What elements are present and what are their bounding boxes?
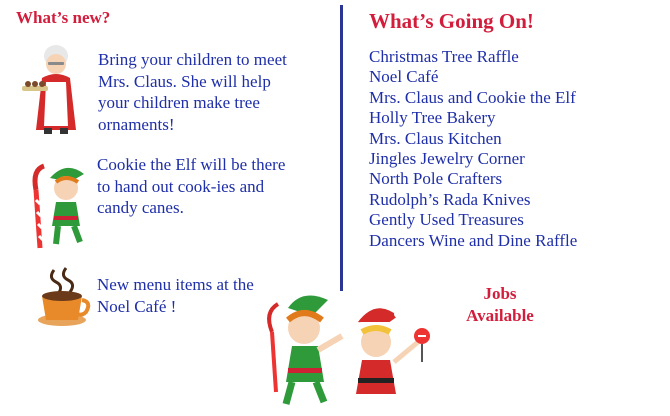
whats-going-on-heading: What’s Going On! (369, 9, 534, 33)
list-item: Mrs. Claus and Cookie the Elf (369, 87, 576, 107)
jobs-line: Jobs (483, 284, 517, 303)
list-item: Noel Café (369, 67, 439, 87)
list-item: Christmas Tree Raffle (369, 47, 519, 66)
list-item: Jingles Jewelry Corner (369, 149, 525, 169)
item-elf-text: Cookie the Elf will be there to hand out cook-ies and candy canes. (97, 155, 286, 217)
dancing-elves-icon (258, 292, 438, 412)
jobs-available-text (430, 283, 570, 327)
list-item: Dancers Wine and Dine Raffle (369, 230, 578, 250)
item-cafe-text: New menu items at the Noel Café ! (97, 275, 254, 316)
list-item: Gently Used Treasures (369, 210, 524, 230)
list-item: Rudolph’s Rada Knives (369, 189, 531, 209)
list-item: Mrs. Claus Kitchen (369, 128, 502, 148)
elf-icon (30, 160, 94, 252)
list-item: North Pole Crafters (369, 169, 503, 189)
whats-new-heading: What’s new? (16, 8, 111, 27)
list-item: Holly Tree Bakery (369, 108, 496, 128)
mrs-claus-icon (20, 42, 92, 138)
item-mrs-claus-text: Bring your children to meet Mrs. Claus. She will help your children make tree ornaments! (98, 50, 287, 134)
available-line: Available (466, 306, 534, 325)
cocoa-mug-icon (36, 264, 94, 330)
activities-list (369, 47, 577, 251)
column-divider (340, 5, 343, 291)
